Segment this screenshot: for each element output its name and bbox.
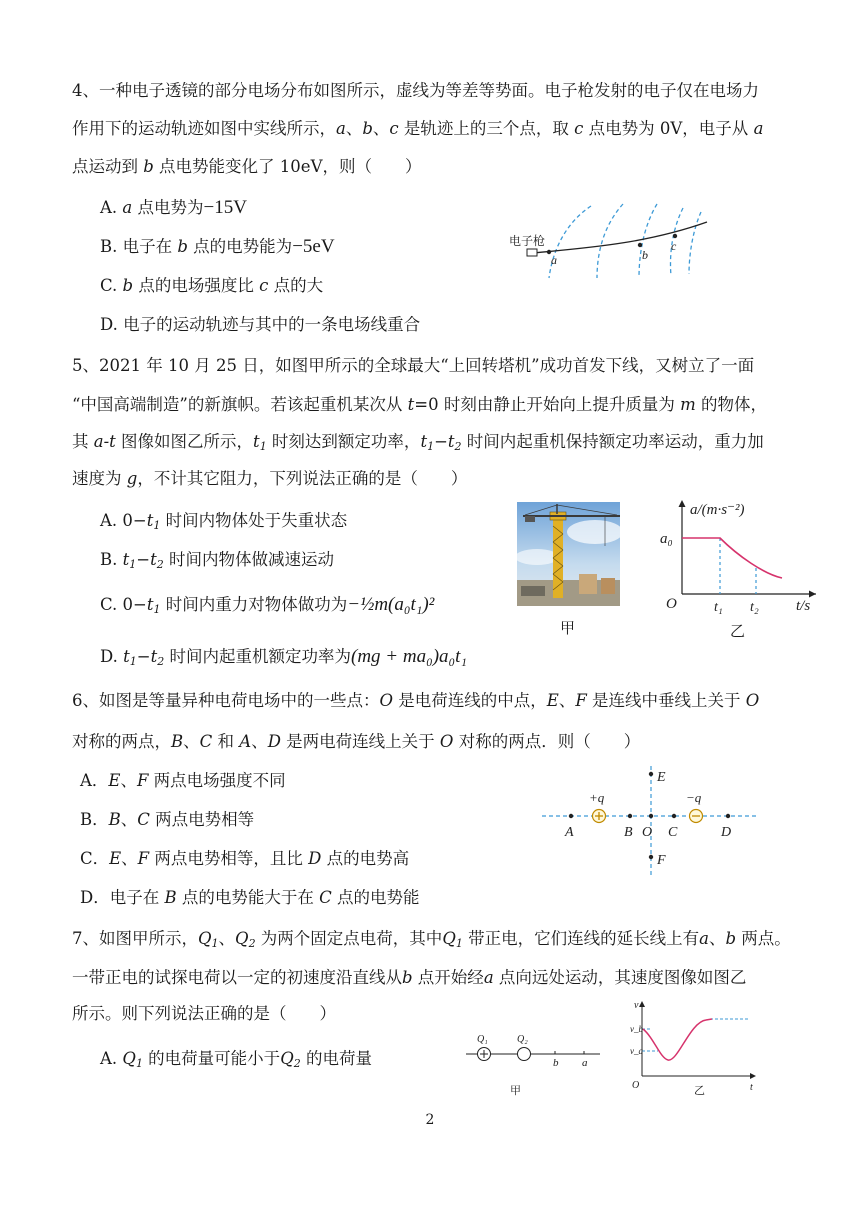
svg-text:v_b: v_b (630, 1024, 643, 1034)
q2-charge-icon (518, 1048, 531, 1061)
q5-fig-yi-caption: 乙 (730, 622, 746, 640)
svg-text:v: v (634, 1000, 639, 1011)
svg-text:b: b (553, 1057, 559, 1069)
svg-text:−q: −q (686, 790, 702, 805)
page-number: 2 (425, 1112, 435, 1128)
svg-text:v_a: v_a (630, 1046, 643, 1056)
q5-stem-line3: 其 a-t 图像如图乙所示，$t_1$ 时刻达到额定功率，$t_1-t_2$ 时间内起重机保持额定功率运动，重力加 (72, 432, 764, 453)
a-axis-label: a/(m·s⁻²) (690, 502, 745, 518)
svg-text:+q: +q (589, 790, 605, 805)
svg-text:Q₁: Q₁ (477, 1034, 488, 1045)
q4-option-a: A. a 点电势为−15V (100, 197, 247, 218)
equipotential-line-5 (689, 212, 701, 274)
svg-text:D: D (721, 825, 732, 840)
equipotential-line-1 (549, 206, 591, 278)
q4-electron-lens-figure (505, 200, 715, 280)
v-t-curve (643, 1019, 712, 1060)
point-b (638, 243, 642, 247)
point-E (649, 772, 653, 776)
q6-option-b: B．B、C 两点电势相等 (80, 810, 255, 829)
q4-option-b: B. 电子在 b 点的电势能为−5eV (100, 236, 335, 257)
a-t-curve (682, 538, 782, 578)
svg-text:O: O (632, 1080, 640, 1091)
q6-option-c: C．E、F 两点电势相等，且比 D 点的电势高 (80, 849, 410, 868)
svg-text:F: F (657, 853, 666, 868)
q7-stem-line3: 所示。则下列说法正确的是（ ） (72, 1004, 336, 1023)
electron-gun-icon (527, 249, 537, 256)
q6-stem-line1: 6、如图是等量异种电荷电场中的一些点：O 是电荷连线的中点，E、F 是连线中垂线上关于 O (72, 691, 760, 710)
q7-option-a: A. $Q_1$ 的电荷量可能小于$Q_2$ 的电荷量 (100, 1049, 372, 1070)
t-axis-label: t/s (796, 598, 811, 614)
svg-text:E: E (657, 770, 666, 785)
point-A (569, 814, 573, 818)
q7-stem-line2: 一带正电的试探电荷以一定的初速度沿直线从b 点开始经a 点向远处运动，其速度图像如图乙 (72, 968, 747, 987)
q6-stem-line2: 对称的两点，B、C 和 A、D 是两电荷连线上关于 O 对称的两点．则（ ） (72, 732, 641, 751)
q5-option-c: C. $0-t_1$ 时间内重力对物体做功为−½m(a₀t₁)² (100, 594, 435, 616)
q6-option-d: D．电子在 B 点的电势能大于在 C 点的电势能 (80, 888, 420, 907)
q6-option-a: A．E、F 两点电场强度不同 (80, 771, 286, 790)
svg-text:Q₂: Q₂ (517, 1034, 528, 1045)
svg-text:t: t (750, 1082, 753, 1093)
q6-dipole-figure (538, 762, 763, 882)
label-c: c (671, 239, 677, 253)
q5-a-t-graph (652, 496, 824, 616)
q5-option-a: A. $0-t_1$ 时间内物体处于失重状态 (100, 511, 348, 532)
svg-text:a: a (582, 1057, 588, 1069)
svg-text:O: O (642, 825, 653, 840)
electron-trajectory (533, 222, 707, 253)
point-C (672, 814, 676, 818)
label-a: a (551, 253, 557, 267)
q5-stem-line1: 5、2021 年 10 月 25 日，如图甲所示的全球最大“上回转塔机”成功首发下线，又树立了一面 (72, 356, 755, 375)
equipotential-line-3 (639, 204, 657, 278)
q5-option-d: D. $t_1-t_2$ 时间内起重机额定功率为(mg + ma₀)a₀t₁ (100, 646, 468, 668)
svg-text:C: C (668, 825, 678, 840)
label-b: b (642, 248, 648, 262)
q5-stem-line2: “中国高端制造”的新旗帜。若该起重机某次从 t=0 时刻由静止开始向上提升质量为 m 的物体， (72, 395, 767, 414)
q4-option-c: C. b 点的电场强度比 c 点的大 (100, 276, 324, 295)
q7-fig-jia-caption: 甲 (510, 1085, 521, 1097)
q7-fig-yi-caption: 乙 (694, 1085, 705, 1097)
equipotential-line-2 (597, 204, 623, 278)
electron-gun-label: 电子枪 (509, 234, 546, 248)
q7-v-t-graph (630, 998, 760, 1098)
q4-option-d: D. 电子的运动轨迹与其中的一条电场线重合 (100, 315, 421, 334)
svg-text:B: B (624, 825, 633, 840)
q4-stem-line1: 4、一种电子透镜的部分电场分布如图所示，虚线为等差等势面。电子枪发射的电子仅在电场力 (72, 81, 759, 100)
origin-label: O (666, 596, 677, 612)
tower-crane-photo (517, 502, 620, 606)
q5-stem-line4: 速度为 g，不计其它阻力，下列说法正确的是（ ） (72, 469, 468, 488)
t2-label: t₂ (750, 600, 759, 615)
point-F (649, 855, 653, 859)
q7-charges-figure (464, 1030, 604, 1100)
point-D (726, 814, 730, 818)
q5-fig-jia-caption: 甲 (560, 619, 576, 637)
point-O (649, 814, 653, 818)
q5-option-b: B. $t_1-t_2$ 时间内物体做减速运动 (100, 550, 334, 571)
t1-label: t₁ (714, 600, 723, 615)
a0-label: a₀ (660, 531, 673, 547)
point-c (673, 234, 677, 238)
point-B (628, 814, 632, 818)
q4-stem-line2: 作用下的运动轨迹如图中实线所示，a、b、c 是轨迹上的三个点，取 c 点电势为 0V，电子从 a (72, 119, 764, 138)
q7-stem-line1: 7、如图甲所示，$Q_1$、$Q_2$ 为两个固定点电荷，其中$Q_1$ 带正电，它们连线的延长线上有a、b 两点。 (72, 929, 791, 950)
q4-stem-line3: 点运动到 b 点电势能变化了 10eV，则（ ） (72, 157, 422, 176)
svg-text:A: A (565, 825, 574, 840)
